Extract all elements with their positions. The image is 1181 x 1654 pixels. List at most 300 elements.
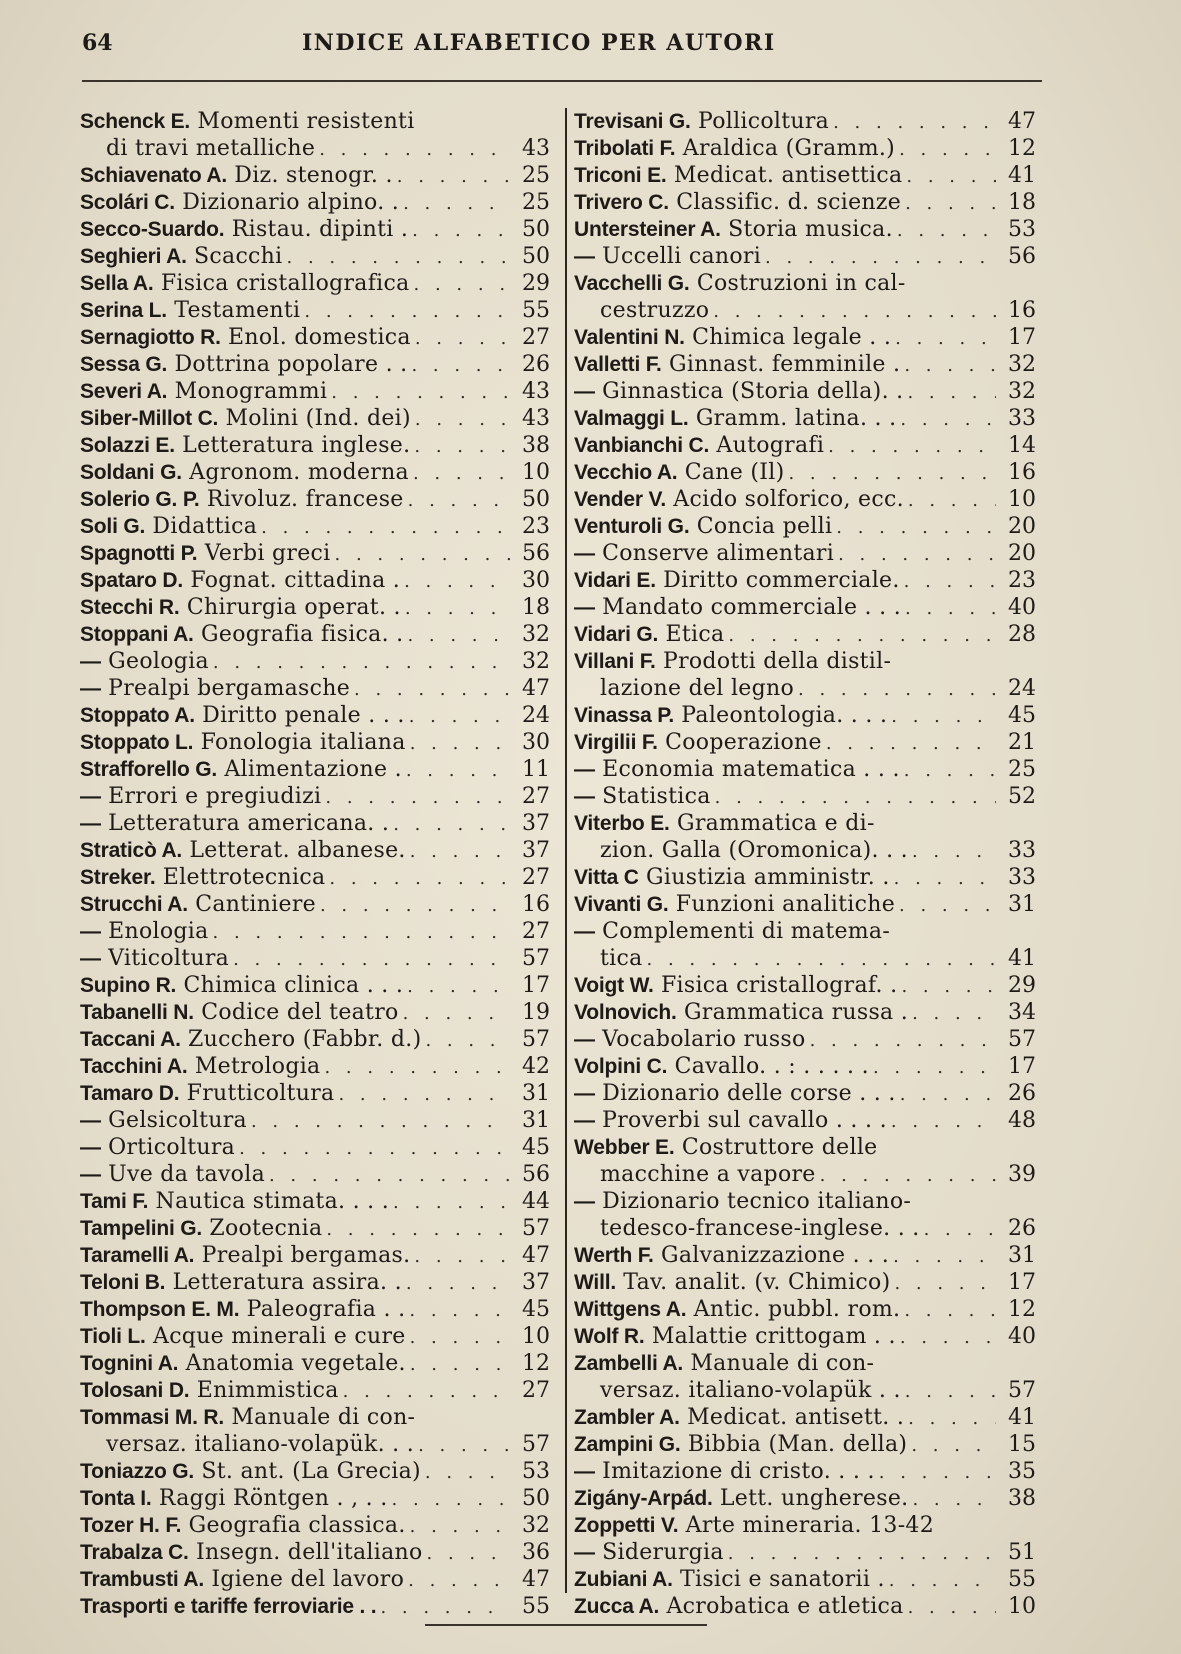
entry-title: Ristau. dipinti .	[231, 217, 409, 242]
page-ref: 25	[1008, 757, 1036, 782]
leader-dots	[401, 595, 510, 622]
leader-dots	[829, 109, 996, 136]
index-entry	[574, 675, 1036, 702]
author-name: Vivanti G.	[574, 893, 669, 916]
entry-title: Antic. pubbl. rom.	[693, 1297, 901, 1322]
page-ref: 11	[522, 757, 550, 782]
index-entry	[574, 189, 1036, 216]
author-name: Vidari G.	[574, 623, 659, 646]
page-ref: 53	[1008, 217, 1036, 242]
page-ref: 16	[1008, 298, 1036, 323]
leader-dots	[283, 244, 511, 271]
index-entry	[574, 810, 1036, 837]
leader-dots	[257, 514, 510, 541]
entry-title: Pollicoltura	[697, 109, 830, 134]
author-name: Straticò A.	[80, 839, 183, 862]
leader-dots	[711, 784, 996, 811]
index-entry	[574, 351, 1036, 378]
author-name: —	[574, 785, 595, 808]
entry-title: Letteratura americana. .	[108, 811, 390, 836]
leader-dots	[321, 784, 510, 811]
leader-dots	[761, 244, 996, 271]
author-name: Werth F.	[574, 1244, 654, 1267]
leader-dots	[334, 1081, 510, 1108]
index-entry	[80, 972, 550, 999]
index-column-left	[80, 108, 550, 1620]
page-ref: 26	[1008, 1081, 1036, 1106]
index-entry	[574, 378, 1036, 405]
author-name: Zucca A.	[574, 1595, 660, 1618]
page-ref: 26	[1008, 1216, 1036, 1241]
author-name: Thompson E. M.	[80, 1298, 240, 1321]
leader-dots	[901, 1378, 996, 1405]
author-name: Tioli L.	[80, 1325, 146, 1348]
page-ref: 40	[1008, 595, 1036, 620]
leader-dots	[832, 514, 996, 541]
index-entry	[80, 837, 550, 864]
author-name: —	[80, 1163, 101, 1186]
page-ref: 42	[522, 1054, 550, 1079]
entry-title: Uve da tavola	[108, 1162, 265, 1187]
author-name: —	[574, 1109, 595, 1132]
page-ref: 38	[522, 433, 550, 458]
author-name: Valmaggi L.	[574, 407, 689, 430]
page-ref: 55	[522, 1594, 550, 1619]
page-ref: 32	[1008, 352, 1036, 377]
entry-title: Statistica	[602, 784, 711, 809]
entry-title: Mandato commerciale . . .	[602, 595, 902, 620]
author-name: Untersteiner A.	[574, 218, 721, 241]
author-name: Tamaro D.	[80, 1082, 180, 1105]
author-name: Sella A.	[80, 272, 154, 295]
leader-dots	[316, 892, 510, 919]
index-entry	[80, 1053, 550, 1080]
page-ref: 10	[1008, 487, 1036, 512]
page-ref: 43	[522, 379, 550, 404]
author-name: Tonta I.	[80, 1487, 152, 1510]
page-ref: 20	[1008, 514, 1036, 539]
entry-title: Giustizia amministr. .	[646, 865, 890, 890]
author-name: —	[574, 920, 595, 943]
author-name: Stecchi R.	[80, 596, 180, 619]
leader-dots	[407, 352, 510, 379]
page-ref: 38	[1008, 1486, 1036, 1511]
author-name: —	[574, 245, 595, 268]
entry-title: Tav. analit. (v. Chimico)	[623, 1270, 891, 1295]
author-name: —	[574, 596, 595, 619]
author-name: Virgilii F.	[574, 731, 658, 754]
page-ref: 17	[1008, 1054, 1036, 1079]
leader-dots	[794, 676, 996, 703]
index-entry	[574, 432, 1036, 459]
entry-title: Geografia classica.	[188, 1513, 406, 1538]
index-entry	[80, 1377, 550, 1404]
entry-title: Uccelli canori	[602, 244, 762, 269]
leader-dots	[388, 1486, 510, 1513]
page-ref: 17	[1008, 325, 1036, 350]
leader-dots	[908, 1486, 996, 1513]
index-entry	[574, 1296, 1036, 1323]
index-entry	[80, 1296, 550, 1323]
author-name: —	[574, 1190, 595, 1213]
entry-title: di travi metalliche	[106, 136, 316, 161]
leader-dots	[389, 1189, 510, 1216]
entry-title: Grammatica russa .	[683, 1000, 909, 1025]
page-ref: 31	[522, 1081, 550, 1106]
author-name: Supino R.	[80, 974, 177, 997]
entry-title: Insegn. dell'italiano	[196, 1540, 423, 1565]
index-entry	[80, 1458, 550, 1485]
leader-dots	[896, 406, 996, 433]
page-ref: 21	[1008, 730, 1036, 755]
entry-title: Vocabolario russo	[602, 1027, 806, 1052]
leader-dots	[411, 325, 510, 352]
page-ref: 32	[522, 1513, 550, 1538]
entry-title: Fisica cristallografica	[160, 271, 410, 296]
page-ref: 20	[1008, 541, 1036, 566]
author-name: Stoppani A.	[80, 623, 194, 646]
page-ref: 16	[1008, 460, 1036, 485]
entry-title: Economia matematica . . .	[602, 757, 900, 782]
page-ref: 50	[522, 217, 550, 242]
leader-dots	[709, 298, 996, 325]
index-entry	[80, 486, 550, 513]
author-name: Tribolati F.	[574, 137, 676, 160]
author-name: Voigt W.	[574, 974, 654, 997]
index-entry	[574, 486, 1036, 513]
leader-dots	[235, 1135, 510, 1162]
page-ref: 50	[522, 487, 550, 512]
entry-title: Verbi greci	[204, 541, 331, 566]
entry-title: Etica	[665, 622, 725, 647]
page-ref: 35	[1008, 1459, 1036, 1484]
author-name: —	[80, 677, 101, 700]
entry-title: Fognat. cittadina .	[190, 568, 401, 593]
entry-title: Dizionario tecnico italiano-	[602, 1189, 912, 1214]
leader-dots	[403, 973, 510, 1000]
page-ref: 14	[1008, 433, 1036, 458]
index-entry	[80, 999, 550, 1026]
leader-dots	[402, 1270, 510, 1297]
author-name: —	[574, 758, 595, 781]
index-entry	[574, 1539, 1036, 1566]
index-entry	[574, 540, 1036, 567]
author-name: Soli G.	[80, 515, 146, 538]
author-name: Tozer H. F.	[80, 1514, 182, 1537]
entry-title: Chimica legale . .	[692, 325, 892, 350]
entry-title: Lett. ungherese.	[719, 1486, 909, 1511]
entry-title: Paleografia . .	[246, 1297, 406, 1322]
index-entry	[80, 1323, 550, 1350]
entry-title: Alimentazione .	[224, 757, 402, 782]
author-name: —	[80, 1109, 101, 1132]
index-entry	[574, 567, 1036, 594]
leader-dots	[320, 1054, 510, 1081]
leader-dots	[410, 1243, 510, 1270]
author-name: Taccani A.	[80, 1028, 181, 1051]
leader-dots	[890, 1270, 996, 1297]
leader-dots	[389, 811, 510, 838]
index-entry	[574, 1269, 1036, 1296]
author-name: Tabanelli N.	[80, 1001, 194, 1024]
index-entry	[80, 270, 550, 297]
index-entry	[80, 1188, 550, 1215]
leader-dots	[405, 1297, 510, 1324]
index-entry	[80, 243, 550, 270]
leader-dots	[897, 973, 996, 1000]
leader-dots	[411, 406, 510, 433]
page-ref: 47	[522, 1567, 550, 1592]
entry-title: Letterat. albanese.	[189, 838, 406, 863]
index-entry	[80, 1161, 550, 1188]
page-ref: 30	[522, 730, 550, 755]
index-entry	[574, 216, 1036, 243]
author-name: —	[80, 812, 101, 835]
page-ref: 57	[1008, 1378, 1036, 1403]
index-entry	[574, 891, 1036, 918]
index-entry	[574, 648, 1036, 675]
page-ref: 10	[522, 460, 550, 485]
author-name: Strucchi A.	[80, 893, 188, 916]
index-entry	[80, 918, 550, 945]
author-name: Vender V.	[574, 488, 666, 511]
leader-dots	[875, 1459, 996, 1486]
entry-title: Geografia fisica. .	[201, 622, 404, 647]
index-entry	[80, 891, 550, 918]
author-name: Siber-Millot C.	[80, 407, 219, 430]
leader-dots	[885, 1567, 996, 1594]
index-entry	[574, 594, 1036, 621]
author-name: —	[574, 380, 595, 403]
page-ref: 33	[1008, 838, 1036, 863]
leader-dots	[410, 433, 510, 460]
author-name: Valentini N.	[574, 326, 685, 349]
index-entry	[80, 675, 550, 702]
author-name: Valletti F.	[574, 353, 662, 376]
leader-dots	[900, 1297, 996, 1324]
index-entry	[574, 1593, 1036, 1620]
leader-dots	[724, 622, 996, 649]
page-ref: 33	[1008, 406, 1036, 431]
leader-dots	[402, 757, 510, 784]
leader-dots	[724, 1540, 996, 1567]
leader-dots	[406, 730, 510, 757]
page-ref: 45	[522, 1135, 550, 1160]
page-ref: 57	[522, 946, 550, 971]
entry-title: Momenti resistenti	[197, 109, 415, 134]
index-entry	[574, 621, 1036, 648]
entry-title: tica	[600, 946, 643, 971]
entry-title: Araldica (Gramm.)	[682, 136, 896, 161]
index-entry	[574, 1377, 1036, 1404]
index-entry	[80, 405, 550, 432]
leader-dots	[901, 595, 996, 622]
index-entry	[80, 162, 550, 189]
index-entry	[574, 783, 1036, 810]
page-ref: 56	[522, 541, 550, 566]
page-ref: 48	[1008, 1108, 1036, 1133]
entry-title: Geologia	[108, 649, 209, 674]
entry-title: Testamenti	[174, 298, 301, 323]
column-divider	[565, 108, 567, 1593]
entry-title: Enol. domestica	[228, 325, 411, 350]
page-ref: 56	[1008, 244, 1036, 269]
page-ref: 26	[522, 352, 550, 377]
author-name: Wolf R.	[574, 1325, 645, 1348]
leader-dots	[327, 379, 510, 406]
entry-title: Complementi di matema-	[602, 919, 891, 944]
leader-dots	[893, 217, 996, 244]
page-ref: 32	[522, 622, 550, 647]
leader-dots	[908, 1000, 996, 1027]
author-name: Zambelli A.	[574, 1352, 684, 1375]
leader-dots	[904, 487, 996, 514]
index-entry	[80, 567, 550, 594]
index-entry	[80, 1485, 550, 1512]
leader-dots	[421, 1027, 510, 1054]
author-name: Zambler A.	[574, 1406, 680, 1429]
author-name: Viterbo E.	[574, 812, 670, 835]
leader-dots	[887, 1108, 996, 1135]
entry-title: Ginnast. femminile .	[668, 352, 901, 377]
page-ref: 30	[522, 568, 550, 593]
entry-title: Zootecnia	[209, 1216, 323, 1241]
page-ref: 39	[1008, 1162, 1036, 1187]
index-entry	[574, 108, 1036, 135]
author-name: Volnovich.	[574, 1001, 677, 1024]
author-name: Wittgens A.	[574, 1298, 687, 1321]
index-entry	[80, 378, 550, 405]
index-entry	[80, 1107, 550, 1134]
author-name: —	[574, 542, 595, 565]
leader-dots	[315, 136, 510, 163]
author-name: Tampelini G.	[80, 1217, 203, 1240]
author-name: Vidari E.	[574, 569, 656, 592]
leader-dots	[209, 649, 510, 676]
index-entry	[80, 513, 550, 540]
author-name: Vinassa P.	[574, 704, 674, 727]
page-ref: 57	[522, 1432, 550, 1457]
page-ref: 47	[522, 676, 550, 701]
entry-title: Gelsicoltura	[108, 1108, 247, 1133]
page-ref: 28	[1008, 622, 1036, 647]
entry-title: Bibbia (Man. della)	[687, 1432, 908, 1457]
page-ref: 55	[522, 298, 550, 323]
leader-dots	[784, 460, 996, 487]
index-entry	[80, 432, 550, 459]
entry-title: Storia musica.	[728, 217, 893, 242]
index-entry	[574, 999, 1036, 1026]
leader-dots	[889, 1243, 996, 1270]
index-entry	[80, 783, 550, 810]
entry-title: Raggi Röntgen . , . .	[158, 1486, 388, 1511]
author-name: Solerio G. P.	[80, 488, 200, 511]
running-title: INDICE ALFABETICO PER AUTORI	[302, 30, 776, 56]
entry-title: Orticoltura	[108, 1135, 236, 1160]
author-name: —	[80, 650, 101, 673]
leader-dots	[408, 217, 510, 244]
author-name: —	[80, 920, 101, 943]
page-ref: 31	[1008, 892, 1036, 917]
page-ref: 17	[522, 973, 550, 998]
page-ref: 53	[522, 1459, 550, 1484]
entry-title: Dizionario delle corse . . .	[602, 1081, 896, 1106]
page-ref: 27	[522, 784, 550, 809]
leader-dots	[404, 487, 510, 514]
page-number: 64	[82, 30, 113, 56]
index-entry	[80, 459, 550, 486]
entry-title: Rivoluz. francese	[206, 487, 404, 512]
leader-dots	[410, 271, 510, 298]
entry-title: Malattie crittogam . .	[651, 1324, 896, 1349]
leader-dots	[399, 190, 510, 217]
page-ref: 12	[1008, 1297, 1036, 1322]
entry-title: Monogrammi	[174, 379, 328, 404]
entry-title: Igiene del lavoro	[211, 1567, 405, 1592]
author-name: —	[80, 947, 101, 970]
entry-title: Imitazione di cristo. . . .	[602, 1459, 875, 1484]
page-ref: 55	[1008, 1567, 1036, 1592]
author-name: Toniazzo G.	[80, 1460, 195, 1483]
author-name: Sernagiotto R.	[80, 326, 221, 349]
entry-title: Acrobatica e atletica	[666, 1594, 904, 1619]
index-entry	[574, 459, 1036, 486]
entry-title: Viticoltura	[108, 946, 230, 971]
page-ref: 34	[1008, 1000, 1036, 1025]
leader-dots	[406, 1513, 510, 1540]
author-name: Zigány-Arpád.	[574, 1487, 713, 1510]
page-ref: 51	[1008, 1540, 1036, 1565]
index-entry	[80, 1539, 550, 1566]
index-entry	[574, 1566, 1036, 1593]
index-entry	[574, 1512, 1036, 1539]
index-entry	[574, 243, 1036, 270]
leader-dots	[891, 325, 996, 352]
leader-dots	[816, 1162, 996, 1189]
author-name: Stoppato A.	[80, 704, 195, 727]
author-name: Secco-Suardo.	[80, 218, 225, 241]
index-entry	[80, 108, 550, 135]
entry-title: Costruzioni in cal-	[696, 271, 906, 296]
index-entry	[80, 1269, 550, 1296]
page-ref: 44	[522, 1189, 550, 1214]
author-name: Tami F.	[80, 1190, 149, 1213]
entry-title: Zucchero (Fabbr. d.)	[188, 1027, 422, 1052]
index-entry	[574, 162, 1036, 189]
leader-dots	[869, 1054, 996, 1081]
author-name: Vanbianchi C.	[574, 434, 710, 457]
index-entry	[574, 702, 1036, 729]
page-ref: 40	[1008, 1324, 1036, 1349]
author-name: Venturoli G.	[574, 515, 690, 538]
page-ref: 19	[522, 1000, 550, 1025]
index-entry	[574, 1215, 1036, 1242]
index-entry	[574, 1026, 1036, 1053]
author-name: —	[574, 1541, 595, 1564]
entry-title: Acido solforico, ecc.	[673, 487, 904, 512]
leader-dots	[908, 838, 996, 865]
author-name: —	[574, 1082, 595, 1105]
leader-dots	[900, 568, 996, 595]
footer-rule	[425, 1624, 707, 1626]
entry-title: Nautica stimata. . . .	[155, 1189, 390, 1214]
page-ref: 27	[522, 865, 550, 890]
leader-dots	[890, 865, 996, 892]
entry-title: macchine a vapore	[600, 1162, 816, 1187]
author-name: Tolosani D.	[80, 1379, 190, 1402]
page-ref: 50	[522, 1486, 550, 1511]
leader-dots	[350, 676, 510, 703]
